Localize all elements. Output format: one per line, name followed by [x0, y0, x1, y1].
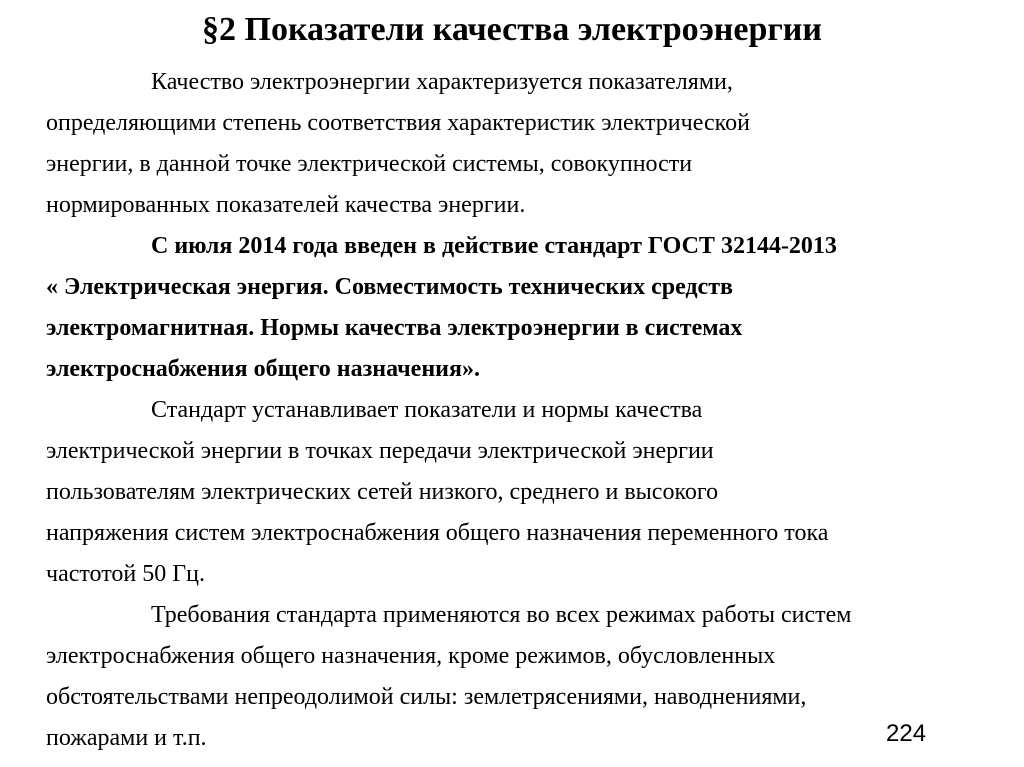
text-line: обстоятельствами непреодолимой силы: землетрясениями, наводнениями,: [46, 684, 807, 710]
text-line: энергии, в данной точке электрической системы, совокупности: [46, 151, 693, 177]
paragraph-quality-definition: [46, 62, 996, 226]
text-line: электроснабжения общего назначения».: [46, 356, 480, 382]
text-line: С июля 2014 года введен в действие стандарт ГОСТ 32144-2013: [151, 233, 837, 259]
text-line: напряжения систем электроснабжения общего назначения переменного тока: [46, 520, 829, 546]
text-line: электрической энергии в точках передачи электрической энергии: [46, 438, 714, 464]
text-line: Требования стандарта применяются во всех режимах работы систем: [151, 602, 852, 628]
body-text: [46, 62, 996, 759]
text-line: определяющими степень соответствия характеристик электрической: [46, 110, 750, 136]
text-line: « Электрическая энергия. Совместимость технических средств: [46, 274, 733, 300]
text-line: Стандарт устанавливает показатели и нормы качества: [151, 397, 703, 423]
text-line: пользователям электрических сетей низкого, среднего и высокого: [46, 479, 719, 505]
page-title: §2 Показатели качества электроэнергии: [202, 11, 822, 48]
text-line: Качество электроэнергии характеризуется показателями,: [151, 69, 733, 95]
paragraph-requirements: [46, 595, 996, 759]
page-number: 224: [886, 720, 927, 747]
text-line: пожарами и т.п.: [46, 725, 207, 751]
paragraph-gost-standard: [46, 226, 996, 390]
text-line: электроснабжения общего назначения, кроме режимов, обусловленных: [46, 643, 776, 669]
text-line: нормированных показателей качества энергии.: [46, 192, 526, 218]
text-line: электромагнитная. Нормы качества электроэнергии в системах: [46, 315, 743, 341]
text-line: частотой 50 Гц.: [46, 561, 205, 587]
paragraph-standard-scope: [46, 390, 996, 595]
